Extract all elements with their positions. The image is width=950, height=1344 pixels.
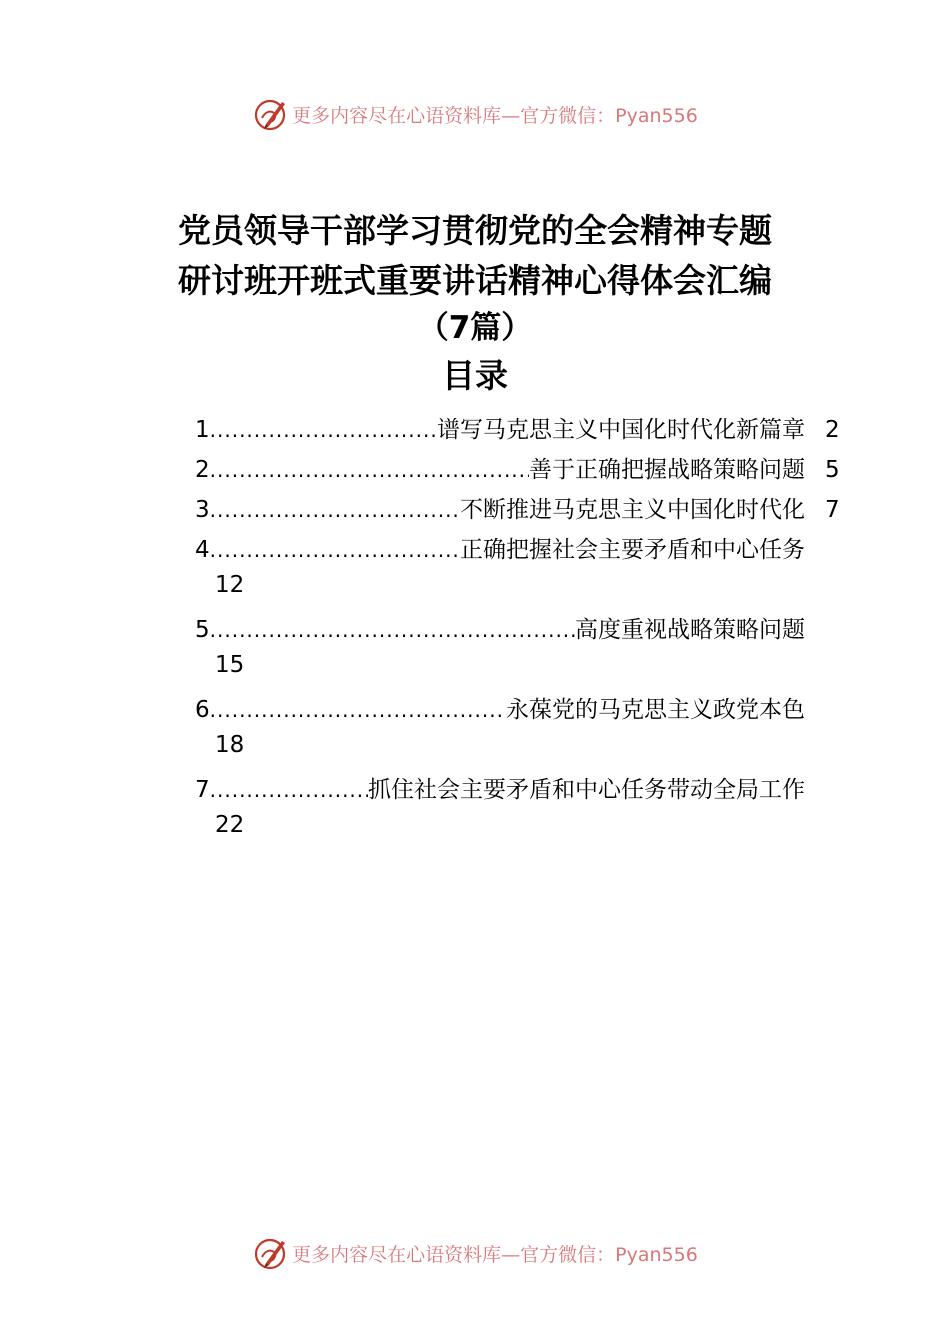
- toc-entry-page: 18: [215, 732, 245, 758]
- toc-dot-leader: [210, 615, 575, 645]
- toc-entry-1[interactable]: [195, 410, 855, 450]
- toc-dot-leader: [210, 415, 437, 445]
- toc-entry-5[interactable]: [195, 610, 855, 680]
- pen-logo-icon: [252, 1235, 288, 1271]
- toc-entry-title: 永葆党的马克思主义政党本色: [506, 697, 805, 723]
- title-count: （7篇）: [417, 310, 533, 346]
- toc-entry-title: 善于正确把握战略策略问题: [529, 457, 805, 483]
- toc-entry-number: 1: [195, 417, 210, 443]
- toc-entry-number: 4: [195, 537, 210, 563]
- toc-dot-leader: [210, 775, 368, 805]
- toc-dot-leader: [210, 455, 529, 485]
- toc-entry-page: 12: [215, 572, 245, 598]
- toc-entry-number: 7: [195, 777, 210, 803]
- toc-entry-number: 5: [195, 617, 210, 643]
- document-title: [0, 206, 950, 306]
- toc-entry-number: 6: [195, 697, 210, 723]
- toc-dot-leader: [210, 695, 506, 725]
- banner-wechat-id: Pyan556: [615, 1243, 698, 1266]
- pen-logo-icon: [252, 96, 288, 132]
- toc-entry-page: 15: [215, 652, 245, 678]
- toc-entry-title: 高度重视战略策略问题: [575, 617, 805, 643]
- toc-entry-4[interactable]: [195, 530, 855, 600]
- toc-entry-2[interactable]: [195, 450, 855, 490]
- toc-entry-number: 2: [195, 457, 210, 483]
- toc-entry-title: 不断推进马克思主义中国化时代化: [460, 497, 805, 523]
- table-of-contents: [195, 410, 855, 850]
- toc-entry-title: 正确把握社会主要矛盾和中心任务: [460, 537, 805, 563]
- footer-banner: [0, 1233, 950, 1273]
- toc-entry-3[interactable]: [195, 490, 855, 530]
- toc-entry-page: 2: [825, 417, 840, 443]
- toc-entry-6[interactable]: [195, 690, 855, 760]
- toc-entry-number: 3: [195, 497, 210, 523]
- banner-label: 更多内容尽在心语资料库—官方微信：: [292, 1243, 616, 1266]
- toc-dot-leader: [210, 535, 460, 565]
- toc-entry-title: 谱写马克思主义中国化时代化新篇章: [437, 417, 805, 443]
- toc-entry-title: 抓住社会主要矛盾和中心任务带动全局工作: [368, 777, 805, 803]
- toc-dot-leader: [210, 495, 460, 525]
- toc-heading: 目录: [442, 356, 508, 395]
- toc-entry-7[interactable]: [195, 770, 855, 840]
- banner-text: [292, 101, 698, 128]
- title-line-2: 研讨班开班式重要讲话精神心得体会汇编: [178, 261, 772, 300]
- banner-label: 更多内容尽在心语资料库—官方微信：: [292, 104, 616, 127]
- toc-entry-page: 7: [825, 497, 840, 523]
- title-line-1: 党员领导干部学习贯彻党的全会精神专题: [178, 211, 772, 250]
- banner-text: [292, 1240, 698, 1267]
- header-banner: [0, 94, 950, 134]
- banner-wechat-id: Pyan556: [615, 104, 698, 127]
- toc-entry-page: 22: [215, 812, 245, 838]
- toc-entry-page: 5: [825, 457, 840, 483]
